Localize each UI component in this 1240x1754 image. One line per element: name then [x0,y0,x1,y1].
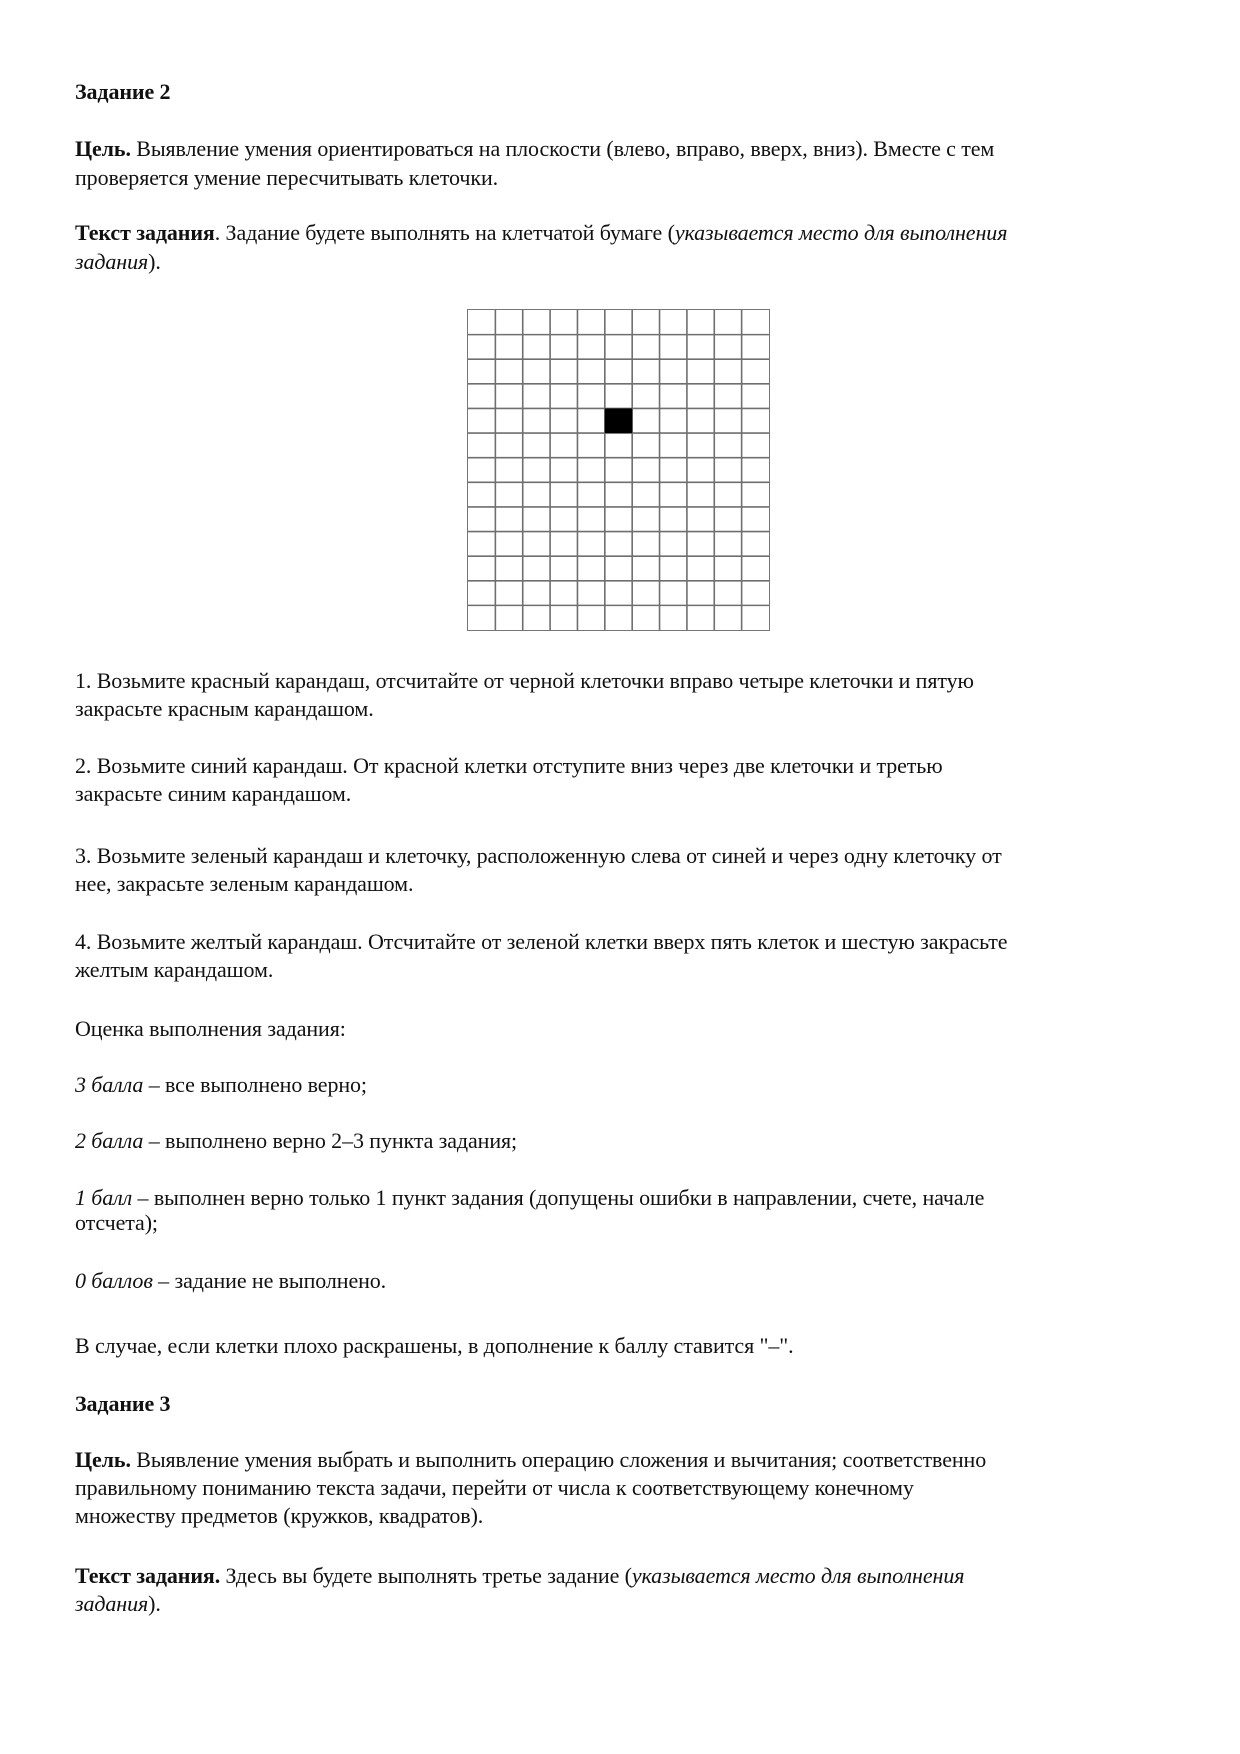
scoring-description: – выполнено верно 2–3 пункта задания; [143,1128,518,1153]
grid-paper-figure [467,309,770,631]
task3-text-italic-note-cont: задания [75,1591,149,1616]
task2-text-line-2 [75,248,161,276]
task2-text-italic-note: указывается место для выполнения [674,220,1008,245]
task2-goal-line-2: проверяется умение пересчитывать клеточки. [75,165,499,190]
scoring-score: 2 балла [75,1128,144,1153]
scoring-item-1 [75,1184,984,1212]
task3-goal-label: Цель. [75,1447,131,1472]
task3-text-close: ). [148,1591,161,1616]
scoring-score: 3 балла [75,1072,144,1097]
scoring-title: Оценка выполнения задания: [75,1016,346,1041]
task2-goal-line-1 [75,135,994,163]
task3-text-line-1 [75,1562,964,1590]
task2-goal-text: Выявление умения ориентироваться на плоскости (влево, вправо, вверх, вниз). Вместе с тем [130,136,995,161]
task2-goal-label: Цель. [75,136,131,161]
step-1-line-1: 1. Возьмите красный карандаш, отсчитайте от черной клеточки вправо четыре клеточки и пятую [75,668,974,693]
step-4-line-1: 4. Возьмите желтый карандаш. Отсчитайте от зеленой клетки вверх пять клеток и шестую закрасьте [75,929,1008,954]
scoring-score: 1 балл [75,1185,133,1210]
step-4-line-2: желтым карандашом. [75,957,274,982]
task3-goal-line-2: правильному пониманию текста задачи, перейти от числа к соответствующему конечному [75,1475,914,1500]
task3-goal-line-1 [75,1446,986,1474]
scoring-item-1-cont: отсчета); [75,1210,158,1235]
scoring-note: В случае, если клетки плохо раскрашены, в дополнение к баллу ставится "–". [75,1333,794,1358]
step-2-line-2: закрасьте синим карандашом. [75,781,352,806]
task3-heading: Задание 3 [75,1391,171,1416]
scoring-item-0 [75,1267,386,1295]
step-3-line-2: нее, закрасьте зеленым карандашом. [75,871,414,896]
scoring-description: – задание не выполнено. [152,1268,387,1293]
scoring-score: 0 баллов [75,1268,153,1293]
task2-heading: Задание 2 [75,79,171,104]
task2-text-close: ). [148,249,161,274]
grid-lines [468,310,769,630]
task3-text-line-2 [75,1590,161,1618]
task3-text-italic-note: указывается место для выполнения [631,1563,965,1588]
scoring-description: – выполнен верно только 1 пункт задания (допущены ошибки в направлении, счете, начале [132,1185,985,1210]
task2-text-italic-note-cont: задания [75,249,149,274]
task3-text-body: Здесь вы будете выполнять третье задание ( [220,1563,632,1588]
scoring-description: – все выполнено верно; [143,1072,367,1097]
step-3-line-1: 3. Возьмите зеленый карандаш и клеточку, расположенную слева от синей и через одну клеточку от [75,843,1002,868]
task3-text-label: Текст задания. [75,1563,221,1588]
task2-text-line-1 [75,219,1007,247]
task3-goal-line-3: множеству предметов (кружков, квадратов). [75,1503,484,1528]
task2-text-body: . Задание будете выполнять на клетчатой бумаге ( [214,220,675,245]
step-2-line-1: 2. Возьмите синий карандаш. От красной клетки отступите вниз через две клеточки и третью [75,753,943,778]
scoring-item-2 [75,1127,517,1155]
step-1-line-2: закрасьте красным карандашом. [75,696,374,721]
task3-goal-text: Выявление умения выбрать и выполнить операцию сложения и вычитания; соответственно [130,1447,987,1472]
task2-text-label: Текст задания [75,220,215,245]
black-cell [605,408,632,433]
scoring-item-3 [75,1071,367,1099]
